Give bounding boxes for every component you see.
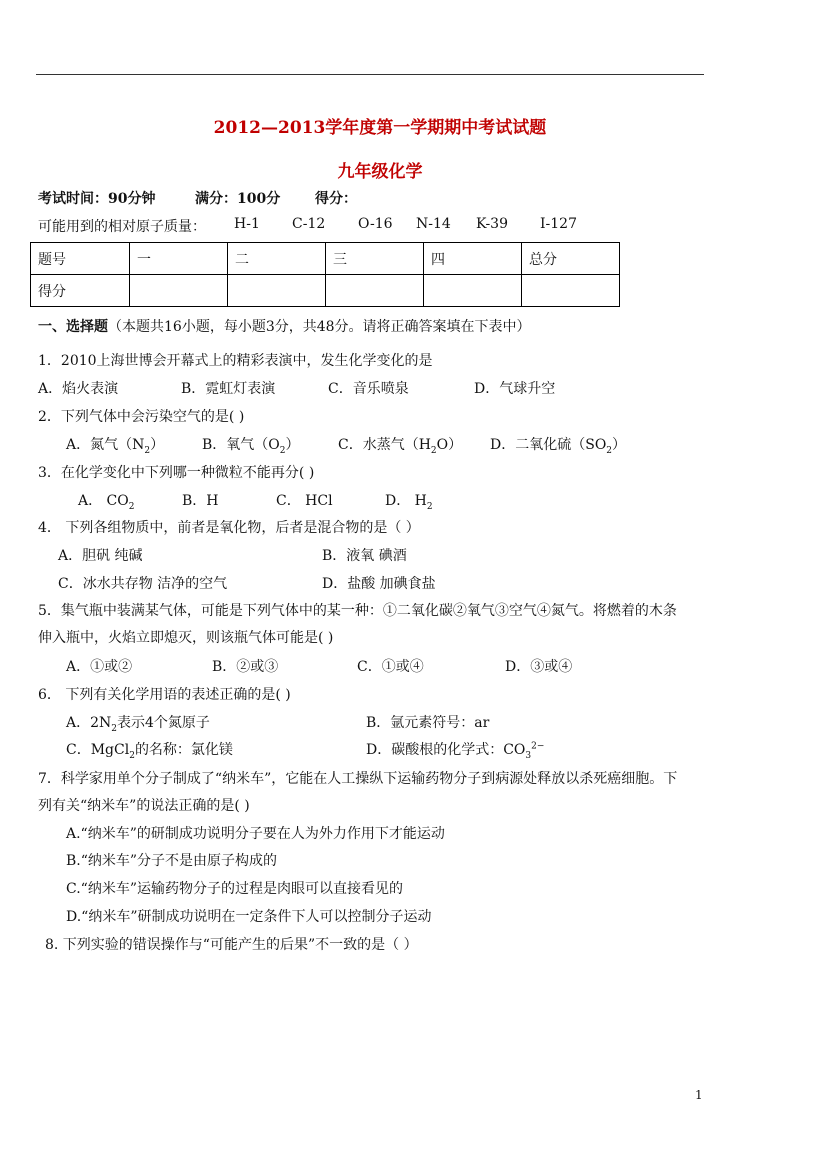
full-score: 满分：100分 [195, 191, 281, 207]
question-2-option-b: B．氧气$(O_2)$ [202, 437, 300, 456]
question-4-option-c: C．冰水共存物 洁净的空气 [58, 576, 228, 592]
score-blank-cell[interactable] [424, 275, 522, 307]
question-3-option-d: D． $H_2$ [385, 493, 433, 512]
question-1-option-b: B．霓虹灯表演 [181, 381, 276, 397]
question-6-option-b: B．氩元素符号：ar [366, 715, 490, 731]
exam-title: 2012—2013学年度第一学期期中考试试题 [213, 118, 547, 138]
question-5-option-d: D．③或④ [505, 659, 573, 675]
question-2-stem: 2．下列气体中会污染空气的是( ) [38, 409, 245, 425]
question-4-option-b: B．液氧 碘酒 [322, 548, 407, 564]
question-7-option-d: D.“纳米车”研制成功说明在一定条件下人可以控制分子运动 [66, 909, 432, 925]
score-label: 得分： [315, 191, 357, 207]
score-blank-cell[interactable] [228, 275, 326, 307]
question-5-option-c: C．①或④ [357, 659, 424, 675]
question-3-stem: 3．在化学变化中下列哪一种微粒不能再分( ) [38, 465, 315, 481]
question-1-stem: 1．2010上海世博会开幕式上的精彩表演中，发生化学变化的是 [38, 353, 433, 369]
atomic-mass-n: N-14 [416, 216, 451, 232]
question-1-option-d: D．气球升空 [474, 381, 556, 397]
score-table [30, 242, 620, 307]
score-table-cell: 一 [130, 243, 228, 275]
score-table-cell: 三 [326, 243, 424, 275]
question-5-option-b: B．②或③ [212, 659, 279, 675]
question-5-option-a: A．①或② [66, 659, 133, 675]
question-7-option-b: B.“纳米车”分子不是由原子构成的 [66, 853, 278, 869]
section1-heading: 一、选择题 [38, 319, 108, 335]
question-5-stem-line2: 伸入瓶中，火焰立即熄灭，则该瓶气体可能是( ) [38, 630, 334, 646]
score-table-score-row [31, 275, 620, 307]
question-3-option-c: C． HCl [276, 493, 333, 509]
question-8-stem: 8. 下列实验的错误操作与“可能产生的后果”不一致的是（ ） [45, 937, 418, 953]
question-6-option-c: C．MgCl$_2$的名称：氯化镁 [66, 742, 233, 761]
question-7-option-a: A.“纳米车”的研制成功说明分子要在人为外力作用下才能运动 [66, 826, 445, 842]
score-table-header-row [31, 243, 620, 275]
score-table-cell: 得分 [31, 275, 130, 307]
score-table-cell: 总分 [522, 243, 620, 275]
section1-note: （本题共16小题，每小题3分，共48分。请将正确答案填在下表中） [108, 319, 531, 335]
atomic-mass-o: O-16 [358, 216, 393, 232]
question-2-option-c: C．水蒸气$(H_2O)$ [338, 437, 463, 456]
question-7-option-c: C.“纳米车”运输药物分子的过程是肉眼可以直接看见的 [66, 881, 403, 897]
question-6-stem: 6． 下列有关化学用语的表述正确的是( ) [38, 687, 291, 703]
score-table-cell: 题号 [31, 243, 130, 275]
question-3-option-b: B．H [182, 493, 219, 509]
question-7-stem-line2: 列有关“纳米车”的说法正确的是( ) [38, 798, 250, 814]
question-7-stem-line1: 7．科学家用单个分子制成了“纳米车”，它能在人工操纵下运输药物分子到病源处释放以杀死癌细胞。下 [38, 771, 678, 787]
exam-subtitle: 九年级化学 [337, 162, 423, 182]
question-4-option-a: A．胆矾 纯碱 [58, 548, 143, 564]
atomic-mass-i: I-127 [540, 216, 577, 232]
question-4-stem: 4． 下列各组物质中，前者是氧化物，后者是混合物的是（ ） [38, 520, 420, 536]
score-table-cell: 二 [228, 243, 326, 275]
header-rule [36, 74, 704, 75]
question-1-option-c: C．音乐喷泉 [328, 381, 409, 397]
section1-heading-line [38, 316, 531, 336]
question-6-option-d: D．碳酸根的化学式：$CO_3^{2-}$ [366, 741, 545, 761]
question-2-option-d: D．二氧化硫$(SO_2)$ [490, 437, 627, 456]
question-2-option-a: A．氮气$(N_2)$ [66, 437, 165, 456]
question-4-option-d: D．盐酸 加碘食盐 [322, 576, 436, 592]
page-number: 1 [695, 1088, 703, 1102]
score-blank-cell[interactable] [326, 275, 424, 307]
question-1-option-a: A．焰火表演 [38, 381, 119, 397]
question-3-option-a: A． $CO_2$ [78, 493, 135, 512]
atomic-mass-h: H-1 [234, 216, 260, 232]
score-blank-cell[interactable] [130, 275, 228, 307]
score-blank-cell[interactable] [522, 275, 620, 307]
question-6-option-a: A．$2N_2$表示4个氮原子 [66, 715, 210, 734]
score-table-cell: 四 [424, 243, 522, 275]
atomic-mass-label: 可能用到的相对原子质量： [38, 219, 206, 235]
question-5-stem-line1: 5．集气瓶中装满某气体，可能是下列气体中的某一种：①二氧化碳②氧气③空气④氮气。将燃着的木条 [38, 603, 677, 619]
atomic-mass-c: C-12 [292, 216, 326, 232]
exam-time: 考试时间：90分钟 [38, 191, 156, 207]
atomic-mass-k: K-39 [476, 216, 508, 232]
